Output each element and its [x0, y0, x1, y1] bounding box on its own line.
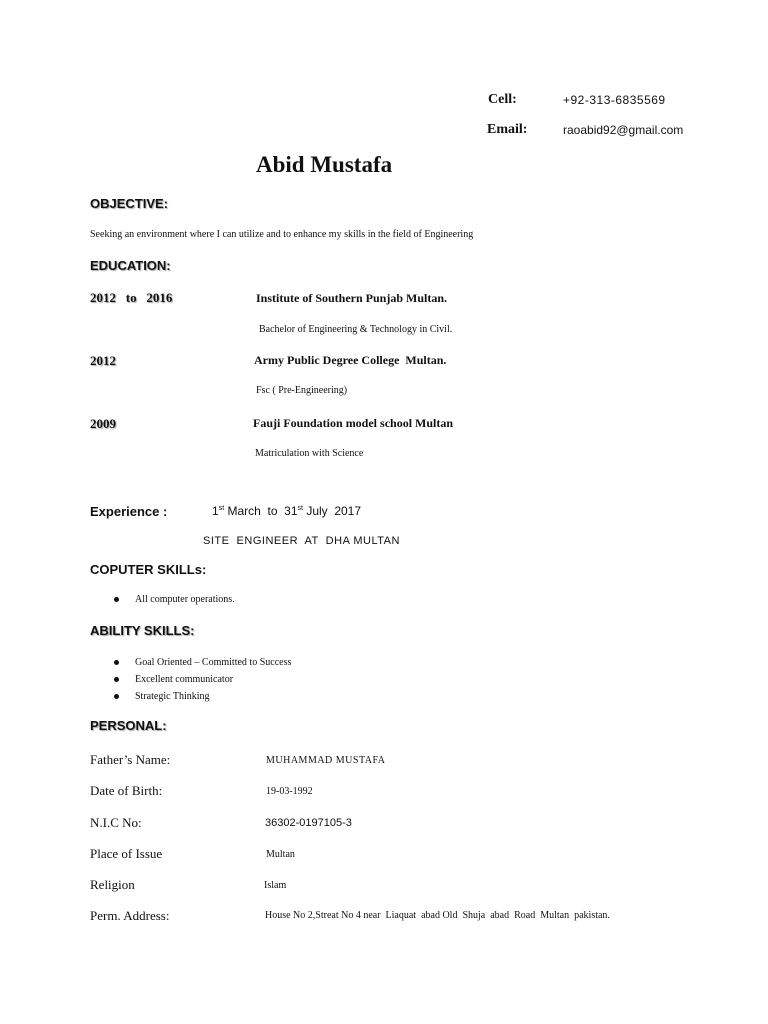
experience-dates: 1st March to 31st July 2017 [212, 504, 362, 518]
list-item: Strategic Thinking [135, 691, 210, 702]
personal-label: Perm. Address: [90, 908, 170, 923]
objective-heading: OBJECTIVE: [90, 196, 169, 211]
experience-heading: Experience : [90, 504, 168, 519]
education-degree: Matriculation with Science [255, 448, 364, 459]
personal-value: House No 2,Streat No 4 near Liaquat abad Old Shuja abad Road Multan pakistan. [265, 910, 610, 921]
computer-skills-heading: COPUTER SKILLs: [90, 562, 207, 577]
personal-label: Date of Birth: [90, 783, 163, 798]
email-label: Email: [487, 122, 528, 137]
education-year: 2012 to 2016 [90, 290, 173, 305]
education-institute: Army Public Degree College Multan. [254, 353, 447, 367]
personal-value: 36302-0197105-3 [265, 817, 352, 829]
list-item: Excellent communicator [135, 674, 234, 685]
education-institute: Fauji Foundation model school Multan [253, 416, 454, 430]
experience-role: SITE ENGINEER AT DHA MULTAN [203, 535, 400, 547]
personal-value: Multan [266, 849, 295, 860]
personal-value: MUHAMMAD MUSTAFA [266, 755, 386, 766]
objective-text: Seeking an environment where I can utilize and to enhance my skills in the field of Engineering [90, 229, 474, 240]
page-title: Abid Mustafa [256, 152, 393, 177]
personal-value: Islam [264, 880, 287, 891]
cell-label: Cell: [488, 92, 517, 107]
education-degree: Bachelor of Engineering & Technology in Civil. [259, 324, 453, 335]
bullet-icon [114, 694, 119, 699]
bullet-icon [114, 597, 119, 602]
personal-heading: PERSONAL: [90, 718, 167, 733]
personal-label: Father’s Name: [90, 752, 171, 767]
education-institute: Institute of Southern Punjab Multan. [256, 291, 448, 305]
personal-label: Religion [90, 877, 135, 892]
education-degree: Fsc ( Pre-Engineering) [256, 385, 348, 396]
list-item: Goal Oriented – Committed to Success [135, 657, 292, 668]
personal-value: 19-03-1992 [266, 786, 313, 797]
personal-label: Place of Issue [90, 846, 163, 861]
personal-label: N.I.C No: [90, 815, 142, 830]
cell-value: +92-313-6835569 [563, 93, 666, 107]
education-year: 2009 [90, 416, 116, 431]
list-item: All computer operations. [135, 594, 235, 605]
ability-skills-heading: ABILITY SKILLS: [90, 623, 195, 638]
education-year: 2012 [90, 353, 116, 368]
bullet-icon [114, 677, 119, 682]
bullet-icon [114, 660, 119, 665]
education-heading: EDUCATION: [90, 258, 171, 273]
email-value: raoabid92@gmail.com [563, 123, 684, 137]
